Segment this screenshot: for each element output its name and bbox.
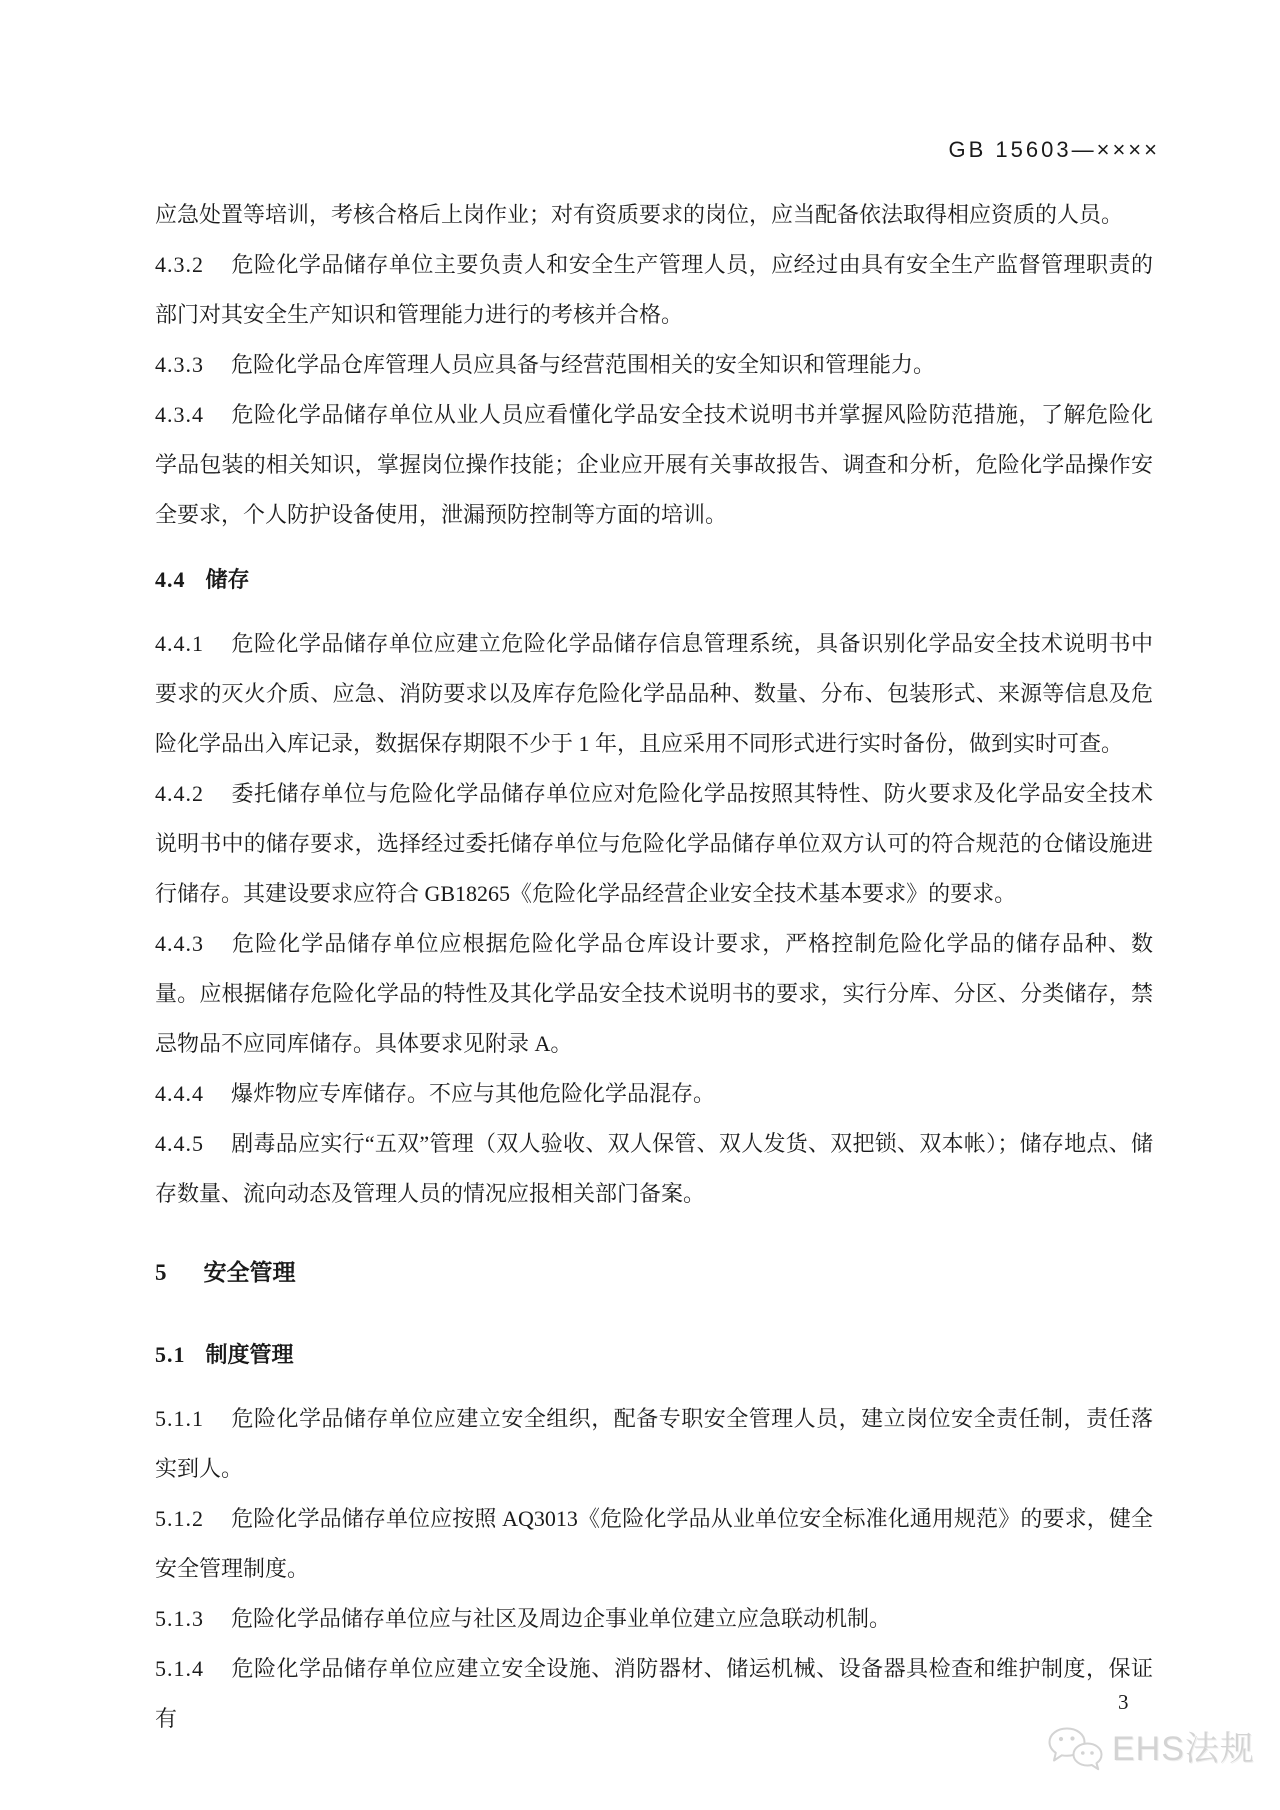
clause-number: 4.3.2	[155, 252, 204, 277]
clause-paragraph	[155, 919, 1153, 1069]
clause-paragraph	[155, 1119, 1153, 1219]
clause-number: 4.3.4	[155, 402, 204, 427]
clause-paragraph	[155, 1394, 1153, 1494]
clause-text: 应急处置等培训，考核合格后上岗作业；对有资质要求的岗位，应当配备依法取得相应资质的人员。	[155, 202, 1124, 227]
clause-number: 4.3.3	[155, 352, 204, 377]
clause-text: 危险化学品储存单位应建立安全组织，配备专职安全管理人员，建立岗位安全责任制，责任落实到人。	[155, 1406, 1153, 1481]
clause-text: 爆炸物应专库储存。不应与其他危险化学品混存。	[231, 1081, 716, 1106]
clause-text: 危险化学品仓库管理人员应具备与经营范围相关的安全知识和管理能力。	[231, 352, 936, 377]
clause-paragraph	[155, 1644, 1153, 1744]
clause-number: 4.4	[155, 567, 186, 592]
clause-paragraph	[155, 340, 1153, 390]
clause-text: 安全管理	[203, 1259, 296, 1285]
section-heading	[155, 1247, 1153, 1298]
clause-text: 制度管理	[205, 1342, 294, 1367]
clause-text: 危险化学品储存单位主要负责人和安全生产管理人员，应经过由具有安全生产监督管理职责的部门对其安全生产知识和管理能力进行的考核并合格。	[155, 252, 1153, 327]
clause-paragraph	[155, 1594, 1153, 1644]
clause-text: 危险化学品储存单位应按照 AQ3013《危险化学品从业单位安全标准化通用规范》的要求，健全安全管理制度。	[155, 1506, 1153, 1581]
clause-number: 4.4.2	[155, 781, 204, 806]
clause-number: 4.4.1	[155, 631, 204, 656]
body-paragraph	[155, 190, 1153, 240]
clause-number: 4.4.3	[155, 931, 204, 956]
clause-number: 5.1.2	[155, 1506, 204, 1531]
clause-number: 5.1.3	[155, 1606, 204, 1631]
clause-number: 4.4.5	[155, 1131, 204, 1156]
clause-text: 剧毒品应实行“五双”管理（双人验收、双人保管、双人发货、双把锁、双本帐）；储存地点、储存数量、流向动态及管理人员的情况应报相关部门备案。	[155, 1131, 1153, 1206]
clause-paragraph	[155, 390, 1153, 540]
clause-paragraph	[155, 240, 1153, 340]
clause-number: 5.1.1	[155, 1406, 204, 1431]
clause-number: 4.4.4	[155, 1081, 204, 1106]
wechat-icon	[1046, 1726, 1104, 1772]
clause-number: 5.1.4	[155, 1656, 204, 1681]
clause-paragraph	[155, 1494, 1153, 1594]
clause-number: 5	[155, 1260, 168, 1285]
clause-text: 危险化学品储存单位应与社区及周边企事业单位建立应急联动机制。	[231, 1606, 892, 1631]
standard-code: GB 15603—××××	[948, 137, 1160, 162]
clause-number: 5.1	[155, 1342, 186, 1367]
page-number: 3	[1118, 1690, 1129, 1714]
clause-paragraph	[155, 619, 1153, 769]
subsection-heading	[155, 1330, 1153, 1380]
watermark	[1046, 1726, 1255, 1772]
clause-paragraph	[155, 1069, 1153, 1119]
document-body	[155, 190, 1153, 1744]
subsection-heading	[155, 555, 1153, 605]
clause-paragraph	[155, 769, 1153, 919]
clause-text: 危险化学品储存单位应根据危险化学品仓库设计要求，严格控制危险化学品的储存品种、数量。应根据储存危险化学品的特性及其化学品安全技术说明书的要求，实行分库、分区、分类储存，禁忌物品不应同库储存。具体要求见附录 A。	[155, 931, 1153, 1056]
clause-text: 危险化学品储存单位从业人员应看懂化学品安全技术说明书并掌握风险防范措施，了解危险化学品包装的相关知识，掌握岗位操作技能；企业应开展有关事故报告、调查和分析，危险化学品操作安全要求，个人防护设备使用，泄漏预防控制等方面的培训。	[155, 402, 1153, 527]
clause-text: 储存	[205, 567, 250, 592]
watermark-text: EHS法规	[1112, 1730, 1255, 1768]
clause-text: 委托储存单位与危险化学品储存单位应对危险化学品按照其特性、防火要求及化学品安全技术说明书中的储存要求，选择经过委托储存单位与危险化学品储存单位双方认可的符合规范的仓储设施进行储存。其建设要求应符合 GB18265《危险化学品经营企业安全技术基本要求》的要求。	[155, 781, 1153, 906]
clause-text: 危险化学品储存单位应建立安全设施、消防器材、储运机械、设备器具检查和维护制度，保证有	[155, 1656, 1153, 1731]
clause-text: 危险化学品储存单位应建立危险化学品储存信息管理系统，具备识别化学品安全技术说明书中要求的灭火介质、应急、消防要求以及库存危险化学品品种、数量、分布、包装形式、来源等信息及危险化学品出入库记录，数据保存期限不少于 1 年，且应采用不同形式进行实时备份，做到实时可查。	[155, 631, 1153, 756]
